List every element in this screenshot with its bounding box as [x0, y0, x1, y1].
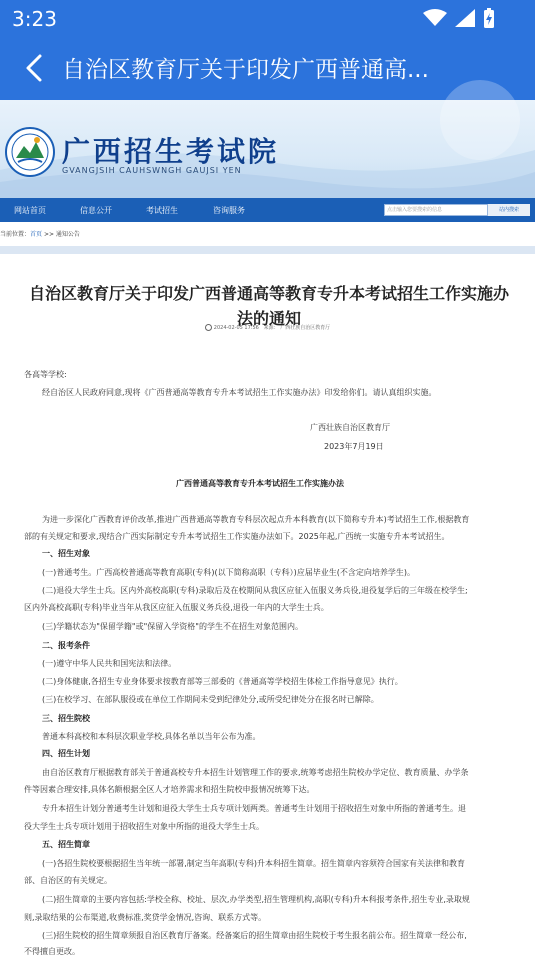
breadcrumb-home-link[interactable]: 首页	[30, 231, 43, 238]
sub-title: 广西普通高等教育专升本考试招生工作实施办法	[176, 479, 344, 488]
status-icons	[423, 8, 495, 28]
status-bar	[0, 0, 535, 36]
body-line: (三)招生院校的招生简章须报自治区教育厅备案。经备案后的招生简章由招生院校于考生报名前公布。招生简章一经公布,	[42, 931, 467, 940]
body-line: 由自治区教育厅根据教育部关于普通高校专升本招生计划管理工作的要求,统筹考虑招生院校办学定位、教育质量、办学条	[42, 768, 469, 777]
nav-item-exam[interactable]: 考试招生	[146, 206, 178, 215]
body-line: 区内外高校高职(专科)毕业当年从我区应征入伍服义务兵役,退役一年内的大学生士兵。	[24, 603, 329, 612]
site-banner	[0, 100, 535, 198]
sign-org: 广西壮族自治区教育厅	[310, 423, 390, 432]
body-line: 专升本招生计划分普通考生计划和退役大学生士兵专项计划两类。普通考生计划用于招收招生对象中所指的普通考生。退	[42, 804, 466, 813]
site-logo-icon	[4, 126, 56, 178]
clock-icon	[205, 324, 212, 331]
body-line: 为进一步深化广西教育评价改革,推进广西普通高等教育专科层次起点升本科教育(以下简称专升本)考试招生工作,根据教育	[42, 515, 470, 524]
breadcrumb-divider	[0, 246, 535, 254]
back-arrow-icon[interactable]	[20, 52, 52, 84]
body-line: (二)招生简章的主要内容包括:学校全称、校址、层次,办学类型,招生管理机构,高职(专科)升本科报考条件,招生专业,录取规	[42, 895, 470, 904]
body-line: (一)普通考生。广西高校普通高等教育高职(专科)(以下简称高职（专科）)应届毕业生(不含定向培养学生)。	[42, 568, 415, 577]
article-title: 自治区教育厅关于印发广西普通高等教育专升本考试招生工作实施办法的通知	[28, 284, 509, 328]
section-heading: 四、招生计划	[42, 749, 90, 758]
section-heading: 二、报考条件	[42, 641, 90, 650]
wifi-icon	[423, 9, 447, 27]
signal-icon	[455, 9, 475, 27]
nav-item-home[interactable]: 网站首页	[14, 206, 46, 215]
battery-icon	[483, 8, 495, 28]
article-source: 来源： 广西壮族自治区教育厅	[263, 325, 331, 331]
section-heading: 五、招生简章	[42, 840, 90, 849]
nav-item-consult[interactable]: 咨询服务	[213, 206, 245, 215]
body-line: 役大学生士兵专项计划用于招收招生对象中所指的退役大学生士兵。	[24, 822, 264, 831]
body-line: 不得擅自更改。	[24, 947, 80, 956]
body-line: 则,录取结果的公布渠道,收费标准,奖贷学金情况,咨询、联系方式等。	[24, 913, 267, 922]
article-meta	[0, 324, 535, 331]
body-line: (一)各招生院校要根据招生当年统一部署,制定当年高职(专科)升本科招生简章。招生简章内容须符合国家有关法律和教育	[42, 859, 466, 868]
breadcrumb-prefix: 当前位置：	[0, 231, 31, 238]
section-heading: 三、招生院校	[42, 714, 90, 723]
status-time: 3:23	[12, 7, 57, 31]
search-input[interactable]: 点击输入您要搜索的信息	[384, 204, 488, 216]
body-line: 部、自治区的有关规定。	[24, 876, 112, 885]
nav-item-info[interactable]: 信息公开	[80, 206, 112, 215]
body-line: 普通本科高校和本科层次职业学校,具体名单以当年公布为准。	[42, 732, 261, 741]
body-line: (三)学籍状态为"保留学籍"或"保留入学资格"的学生不在招生对象范围内。	[42, 622, 303, 631]
section-heading: 一、招生对象	[42, 549, 90, 558]
page-title: 自治区教育厅关于印发广西普通高...	[62, 57, 429, 83]
body-line: 部的有关规定和要求,现结合广西实际制定专升本考试招生工作实施办法如下。2025年起,广西统一实施专升本考试招生。	[24, 532, 450, 541]
site-name: 广西招生考试院	[62, 135, 280, 168]
search-button[interactable]: 站内搜索	[488, 204, 530, 216]
article-date: 2024-02-05 17:56	[213, 325, 259, 331]
body-line: (三)在校学习、在部队服役或在单位工作期间未受到纪律处分,或所受纪律处分在报名时已解除。	[42, 695, 379, 704]
greeting: 各高等学校:	[24, 370, 67, 379]
body-line: (二)退役大学生士兵。区内外高校高职(专科)录取后及在校期间从我区应征入伍服义务兵役,退役复学后的三年级在校学生;	[42, 586, 468, 595]
article	[0, 255, 535, 956]
sign-date: 2023年7月19日	[324, 442, 384, 451]
body-line: (二)身体健康,各招生专业身体要求按教育部等三部委的《普通高等学校招生体检工作指导意见》执行。	[42, 677, 403, 686]
site-pinyin: GVANGJSIH CAUHSWNGH GAUJSI YEN	[62, 166, 242, 175]
body-line: 件等因素合理安排,具体名额根据全区人才培养需求和招生院校申报情况统筹下达。	[24, 785, 315, 794]
site-nav	[0, 198, 535, 222]
body-line: (一)遵守中华人民共和国宪法和法律。	[42, 659, 177, 668]
breadcrumb-current: >> 通知公告	[43, 231, 80, 238]
intro-paragraph: 经自治区人民政府同意,现将《广西普通高等教育专升本考试招生工作实施办法》印发给你们。请认真组织实施。	[42, 388, 437, 397]
breadcrumb	[0, 229, 535, 245]
